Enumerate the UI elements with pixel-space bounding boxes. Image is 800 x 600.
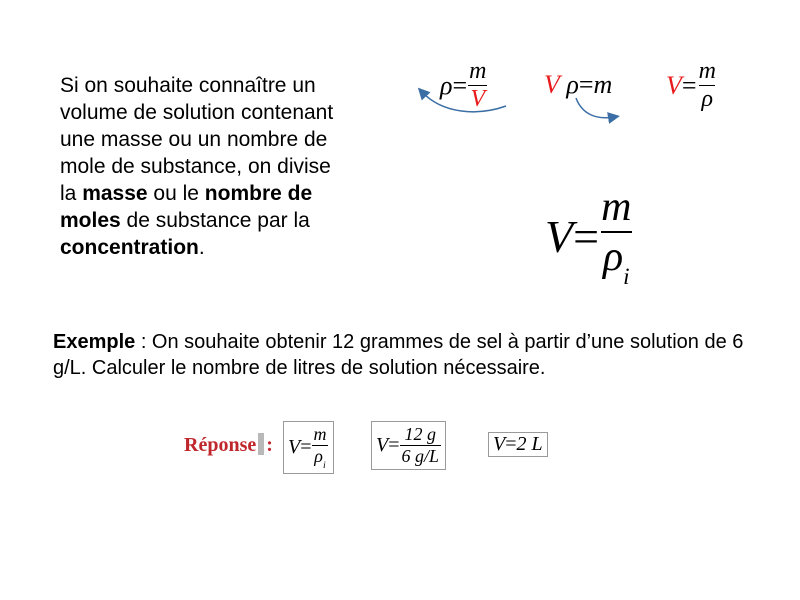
equals-sign: =: [388, 434, 400, 456]
numerator-m: m: [313, 424, 327, 444]
equals-sign: =: [300, 435, 312, 458]
intro-bold-concentration: concentration: [60, 236, 199, 259]
intro-text-4: .: [198, 236, 205, 259]
intro-paragraph: [60, 72, 400, 261]
left-curved-arrow-icon: [418, 84, 518, 124]
right-curved-arrow-icon: [572, 96, 632, 126]
equals-sign: =: [452, 70, 468, 100]
example-paragraph: [53, 329, 753, 381]
fraction-m-over-rho: [697, 58, 718, 113]
denominator-v: V: [470, 86, 486, 112]
volume-v-symbol: V: [288, 435, 301, 458]
denominator-6gl: 6 g/L: [401, 446, 440, 466]
intro-bold-masse: masse: [82, 182, 148, 205]
answer-formula-box: [283, 421, 334, 474]
subscript-i: i: [623, 262, 630, 289]
example-text: : On souhaite obtenir 12 grammes de sel à partir d’une solution de 6 g/L. Calculer le nombre de litres de solution nécessaire.: [53, 331, 744, 379]
answer-substitution-box: [371, 421, 446, 470]
example-label: Exemple: [53, 331, 136, 353]
mass-m-symbol: m: [593, 70, 613, 99]
volume-v-symbol: V: [666, 70, 682, 100]
equals-sign: =: [505, 433, 517, 455]
intro-bold-nombre-de-moles: nombre de moles: [60, 182, 313, 232]
denominator-rho-i: [601, 231, 632, 290]
volume-v-symbol: V: [376, 434, 389, 456]
answer-colon: :: [266, 434, 273, 456]
numerator-m: m: [469, 58, 487, 84]
answer-result-box: [488, 432, 548, 457]
intro-text-1: Si on souhaite connaître un volume de solution contenant une masse ou un nombre de mole de substance, on divise la: [60, 74, 334, 205]
result-value: 2 L: [516, 433, 543, 455]
denominator-rho: ρ: [701, 86, 713, 112]
intro-text-3: de substance par la: [126, 209, 310, 232]
answer-label-group: [184, 433, 273, 457]
fraction-m-over-rho-i: [312, 424, 329, 471]
numerator-m: m: [601, 184, 632, 230]
main-volume-formula: [545, 183, 633, 290]
volume-v-symbol: V: [493, 433, 506, 455]
rho-symbol: ρ: [602, 234, 624, 280]
intro-text-2: ou le: [147, 182, 205, 205]
volume-v-symbol: V: [545, 210, 574, 262]
answer-label: Réponse: [184, 434, 257, 456]
equals-sign: =: [578, 70, 594, 99]
subscript-i: i: [322, 459, 326, 471]
rho-symbol: ρ: [566, 70, 579, 99]
numerator-m: m: [698, 58, 716, 84]
fraction-12g-over-6gl: [400, 424, 442, 467]
rho-symbol: ρ: [314, 446, 323, 466]
equals-sign: =: [681, 70, 697, 100]
denominator-rho-i: [312, 445, 327, 471]
rho-symbol: ρ: [440, 70, 453, 100]
numerator-12g: 12 g: [404, 424, 436, 444]
text-cursor-highlight: [258, 433, 264, 455]
volume-formula: [666, 58, 718, 113]
equals-sign: =: [573, 210, 600, 262]
volume-v-symbol: V: [544, 70, 560, 99]
fraction-m-over-rho-i: [599, 183, 633, 290]
